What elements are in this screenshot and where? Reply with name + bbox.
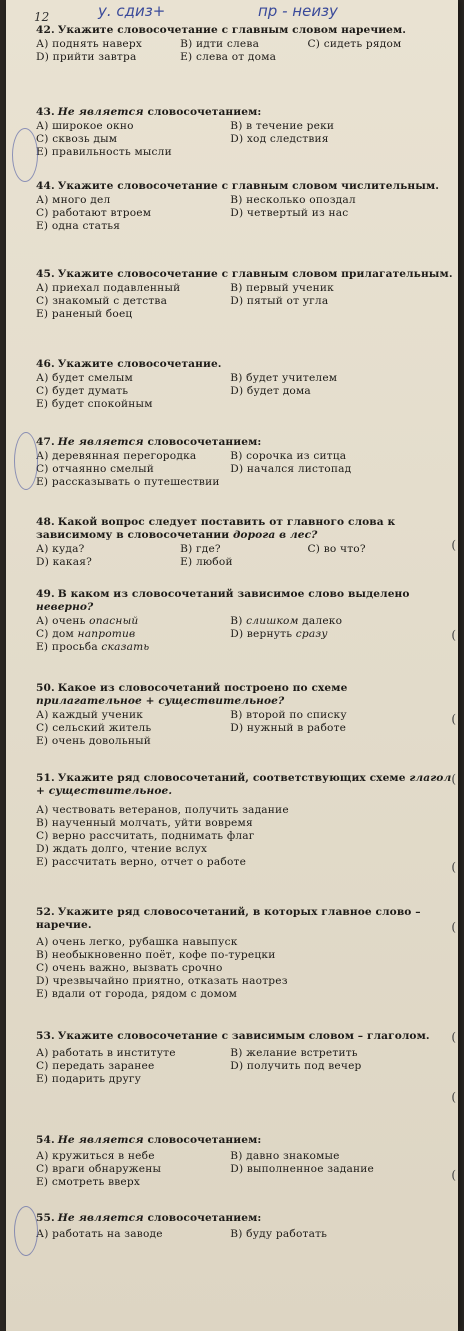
option-c[interactable]: С) сквозь дым [36,133,118,145]
question-number: 45. [36,268,55,280]
option-b[interactable]: В) второй по списку [230,709,347,721]
option-d[interactable]: D) какая? [36,556,93,568]
question-title: Укажите словосочетание с главным словом числительным. [57,180,440,192]
pen-circle-mark [14,1206,38,1256]
options [36,615,454,654]
question-43 [36,106,454,159]
option-a[interactable]: А) деревянная перегородка [36,450,197,462]
question-title-italic: прилагательное + существительное? [36,695,285,707]
question-title: Укажите словосочетание с зависимым словом – глаголом. [57,1030,430,1042]
option-b[interactable]: В) будет учителем [230,372,338,384]
option-c[interactable]: С) будет думать [36,385,129,397]
question-title: Укажите ряд словосочетаний, в которых главное слово – наречие. [36,906,421,931]
question-48 [36,516,454,569]
option-e[interactable]: Е) раненый боец [36,308,133,320]
question-number: 46. [36,358,55,370]
option-d[interactable]: D) вернуть сразу [230,628,328,640]
option-d[interactable]: D) начался листопад [230,463,352,475]
option-b[interactable]: В) буду работать [230,1228,328,1240]
option-d[interactable]: D) будет дома [230,385,311,397]
options [36,1228,454,1241]
option-a[interactable]: А) работать в институте [36,1047,176,1059]
question-title: Какое из словосочетаний построено по схеме [57,682,348,694]
question-title-emphasis: Не является [57,1212,144,1224]
option-a[interactable]: А) поднять наверх [36,38,142,50]
question-number: 53. [36,1030,55,1042]
option-b[interactable]: В) желание встретить [230,1047,358,1059]
option-d[interactable]: D) нужный в работе [230,722,347,734]
option-c[interactable]: С) отчаянно смелый [36,463,154,475]
option-d[interactable]: D) выполненное задание [230,1163,375,1175]
option-a[interactable]: А) куда? [36,543,85,555]
question-54 [36,1134,454,1189]
option-e[interactable]: Е) рассказывать о путешествии [36,476,220,488]
handwritten-note: у. сдиз+ [98,2,166,20]
question-title: В каком из словосочетаний зависимое слово выделено [57,588,410,600]
question-title-emphasis: Не является [57,436,144,448]
option-e[interactable]: Е) будет спокойным [36,398,153,410]
options [36,194,454,233]
option-b[interactable]: В) несколько опоздал [230,194,356,206]
margin-mark: ( [451,1030,456,1044]
options [36,450,454,489]
option-a[interactable]: А) очень легко, рубашка навыпуск [36,936,238,948]
question-number: 44. [36,180,55,192]
pen-circle-mark [14,432,38,490]
option-a[interactable]: А) много дел [36,194,111,206]
option-a[interactable]: А) приехал подавленный [36,282,181,294]
question-50 [36,682,454,748]
question-title: Укажите словосочетание. [57,358,222,370]
question-51 [36,772,454,869]
margin-mark: ( [451,538,456,552]
question-number: 51. [36,772,55,784]
question-number: 55. [36,1212,55,1224]
margin-mark: ( [451,860,456,874]
question-title: Какой вопрос следует поставить от главного слова к зависимому в словосочетании [36,516,396,541]
option-a[interactable]: А) работать на заводе [36,1228,163,1240]
option-e[interactable]: Е) просьба сказать [36,641,150,653]
option-b[interactable]: В) слишком далеко [230,615,343,627]
option-c[interactable]: С) сидеть рядом [307,38,402,50]
question-number: 54. [36,1134,55,1146]
question-title-emphasis: Не является [57,106,144,118]
question-55 [36,1212,454,1241]
options [36,936,454,1001]
question-title: словосочетанием: [147,436,262,448]
question-title: Укажите ряд словосочетаний, соответствующих схеме [57,772,406,784]
option-a[interactable]: А) каждый ученик [36,709,144,721]
option-e[interactable]: Е) рассчитать верно, отчет о работе [36,856,247,868]
option-c[interactable]: С) во что? [307,543,366,555]
option-d[interactable]: D) ход следствия [230,133,329,145]
option-c[interactable]: С) знакомый с детства [36,295,168,307]
question-46 [36,358,454,411]
option-b[interactable]: В) где? [180,543,221,555]
question-title-italic: глагол + существительное. [36,772,452,797]
option-b[interactable]: В) идти слева [180,38,260,50]
option-c[interactable]: С) сельский житель [36,722,152,734]
option-e[interactable]: Е) подарить другу [36,1073,142,1085]
option-b[interactable]: В) первый ученик [230,282,334,294]
question-title: словосочетанием: [147,1212,262,1224]
option-c[interactable]: С) очень важно, вызвать срочно [36,962,223,974]
options [36,38,454,64]
option-b[interactable]: В) сорочка из ситца [230,450,347,462]
question-number: 49. [36,588,55,600]
margin-mark: ( [451,920,456,934]
option-b[interactable]: В) давно знакомые [230,1150,340,1162]
option-d[interactable]: D) пятый от угла [230,295,329,307]
option-a[interactable]: А) будет смелым [36,372,133,384]
margin-mark: ( [451,1168,456,1182]
option-c[interactable]: С) верно рассчитать, поднимать флаг [36,830,255,842]
option-c[interactable]: С) враги обнаружены [36,1163,162,1175]
options [36,282,454,321]
option-a[interactable]: А) чествовать ветеранов, получить задание [36,804,289,816]
question-number: 42. [36,24,55,36]
option-b[interactable]: В) необыкновенно поёт, кофе по-турецки [36,949,276,961]
question-49 [36,588,454,654]
question-53 [36,1030,454,1086]
option-d[interactable]: D) чрезвычайно приятно, отказать наотрез [36,975,288,987]
handwritten-note: пр - неизу [258,2,338,20]
page-number: 12 [34,10,50,24]
option-c[interactable]: С) дом напротив [36,628,136,640]
option-a[interactable]: А) очень опасный [36,615,139,627]
question-title: словосочетанием: [147,106,262,118]
margin-mark: ( [451,1090,456,1104]
question-number: 48. [36,516,55,528]
option-e[interactable]: Е) любой [180,556,233,568]
option-c[interactable]: С) передать заранее [36,1060,155,1072]
option-d[interactable]: D) прийти завтра [36,51,137,63]
option-e[interactable]: Е) слева от дома [180,51,277,63]
option-e[interactable]: Е) смотреть вверх [36,1176,141,1188]
options [36,543,454,569]
option-e[interactable]: Е) вдали от города, рядом с домом [36,988,238,1000]
options [36,120,454,159]
question-title-emphasis: Не является [57,1134,144,1146]
question-title: Укажите словосочетание с главным словом наречием. [57,24,407,36]
option-a[interactable]: А) кружиться в небе [36,1150,155,1162]
option-b[interactable]: В) наученный молчать, уйти вовремя [36,817,253,829]
pen-circle-mark [12,128,38,182]
option-d[interactable]: D) четвертый из нас [230,207,349,219]
option-a[interactable]: А) широкое окно [36,120,134,132]
question-45 [36,268,454,321]
question-42 [36,24,454,64]
option-d[interactable]: D) получить под вечер [230,1060,362,1072]
option-e[interactable]: Е) правильность мысли [36,146,172,158]
page-header [28,2,448,26]
options [36,372,454,411]
option-d[interactable]: D) ждать долго, чтение вслух [36,843,208,855]
question-44 [36,180,454,233]
option-e[interactable]: Е) очень довольный [36,735,151,747]
question-number: 52. [36,906,55,918]
question-47 [36,436,454,489]
margin-mark: ( [451,628,456,642]
option-e[interactable]: Е) одна статья [36,220,121,232]
options [36,804,454,869]
option-b[interactable]: В) в течение реки [230,120,335,132]
question-number: 47. [36,436,55,448]
question-title: Укажите словосочетание с главным словом прилагательным. [57,268,453,280]
question-title-italic: неверно? [36,601,94,613]
option-c[interactable]: С) работают втроем [36,207,152,219]
margin-mark: ( [451,712,456,726]
options [36,1150,454,1189]
question-number: 50. [36,682,55,694]
options [36,1047,454,1086]
question-52 [36,906,454,1001]
worksheet-page [6,0,458,1331]
question-number: 43. [36,106,55,118]
question-title-italic: дорога в лес? [232,529,318,541]
margin-mark: ( [451,772,456,786]
options [36,709,454,748]
question-title: словосочетанием: [147,1134,262,1146]
